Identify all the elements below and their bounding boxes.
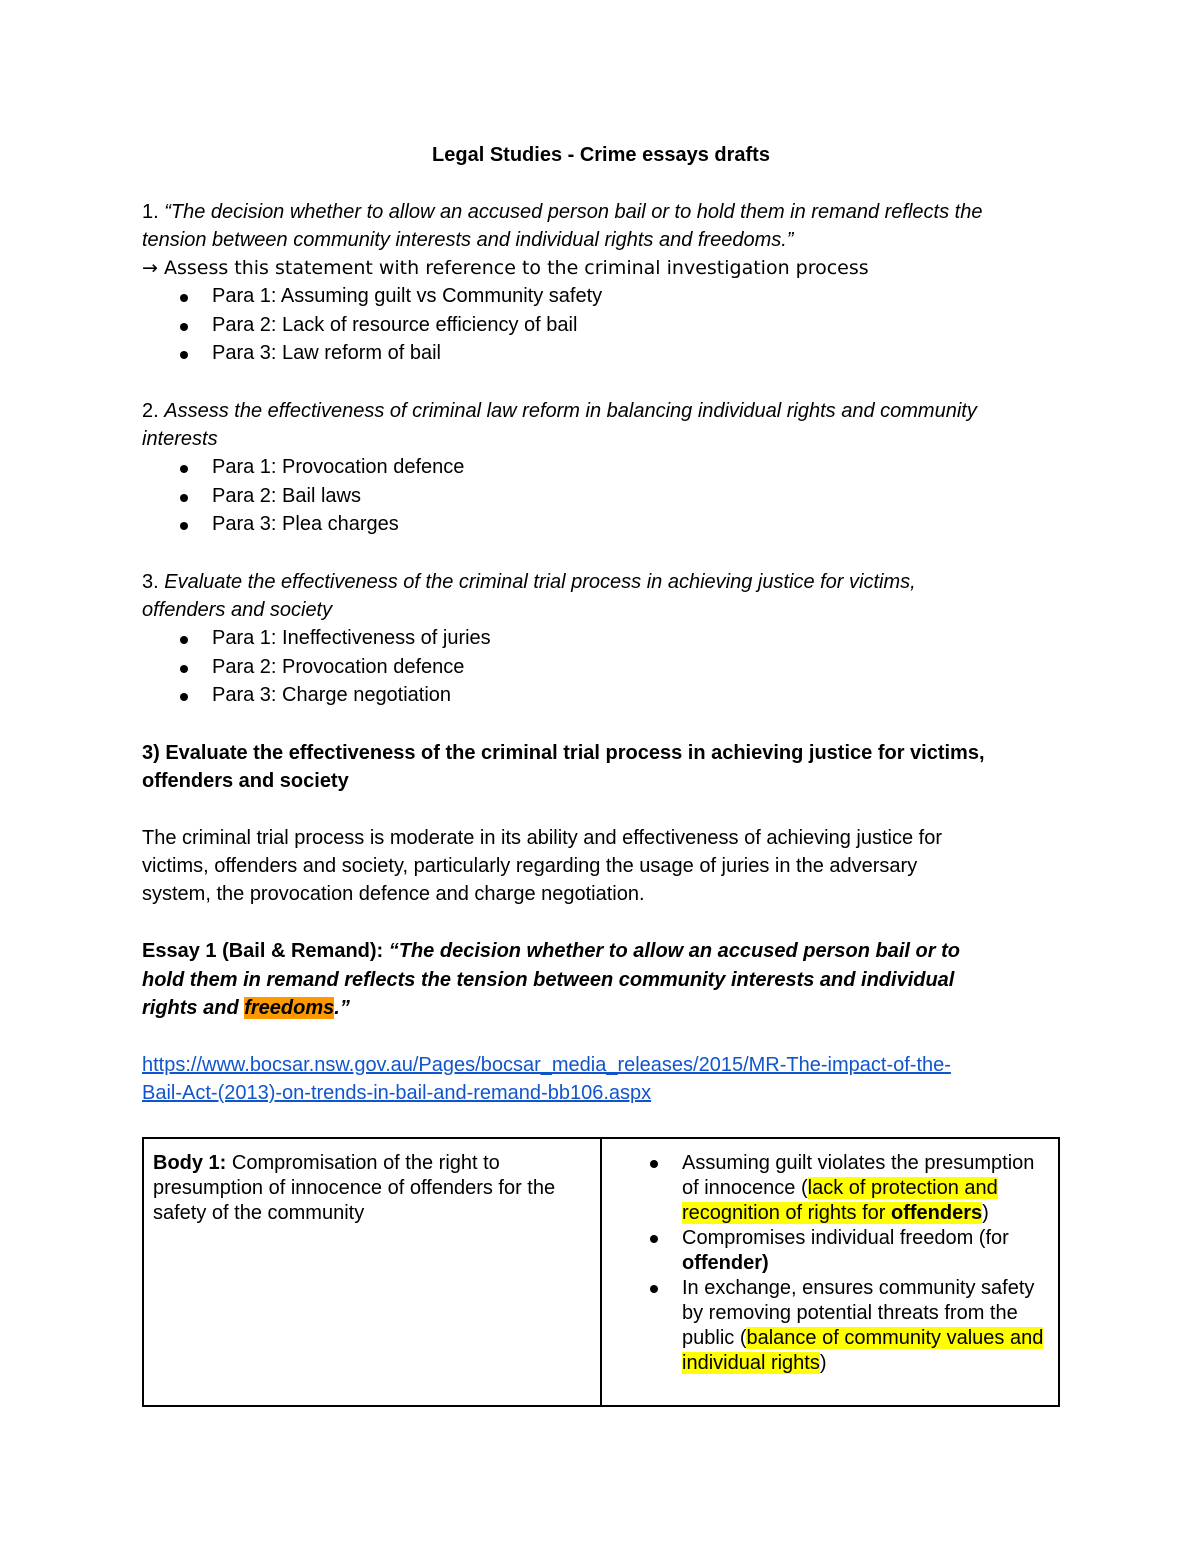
- intro-line-1: The criminal trial process is moderate in its ability and effectiveness of achieving justice for: [142, 827, 942, 849]
- list-item: Para 2: Lack of resource efficiency of bail: [142, 311, 602, 340]
- bullet-icon: [180, 323, 188, 331]
- question-3-text: Evaluate the effectiveness of the criminal trial process in achieving justice for victims,: [164, 571, 916, 593]
- list-item: Para 1: Provocation defence: [142, 453, 464, 482]
- bullet-icon: [650, 1235, 658, 1243]
- essay-plan-table: [142, 1137, 1060, 1407]
- question-1-line-2: tension between community interests and individual rights and freedoms.”: [142, 229, 794, 251]
- highlight-freedoms: freedoms: [244, 997, 335, 1019]
- bullet-icon: [180, 494, 188, 502]
- question-2-number: 2.: [142, 400, 165, 422]
- list-item: Para 3: Law reform of bail: [142, 339, 602, 368]
- list-item: Para 1: Ineffectiveness of juries: [142, 624, 491, 653]
- question-3-line-1: [142, 568, 916, 596]
- bullet-icon: [180, 522, 188, 530]
- bullet-icon: [180, 465, 188, 473]
- question-2-paragraph-list: [142, 453, 464, 539]
- list-item: Para 3: Plea charges: [142, 510, 464, 539]
- bullet-icon: [180, 351, 188, 359]
- question-1-instruction: → Assess this statement with reference to the criminal investigation process: [142, 257, 869, 279]
- essay-1-heading-line-1: [142, 937, 960, 965]
- table-cell-body-label: [144, 1139, 602, 1405]
- list-item: Para 2: Bail laws: [142, 482, 464, 511]
- highlight-balance: balance of community values and individual rights: [682, 1327, 1044, 1374]
- essay-3-heading-line-2: offenders and society: [142, 770, 349, 792]
- question-3-number: 3.: [142, 571, 165, 593]
- question-1-paragraph-list: [142, 282, 602, 368]
- list-item: Para 1: Assuming guilt vs Community safety: [142, 282, 602, 311]
- essay-1-heading-line-3: rights and freedoms.”: [142, 997, 350, 1019]
- question-2-text: Assess the effectiveness of criminal law reform in balancing individual rights and community: [164, 400, 977, 422]
- highlight-lack-of-protection: lack of protection and recognition of rights for offenders: [682, 1177, 998, 1224]
- question-2-line-1: [142, 397, 977, 425]
- essay-3-heading-line-1: 3) Evaluate the effectiveness of the criminal trial process in achieving justice for victims,: [142, 742, 985, 764]
- bocsar-link-line-2[interactable]: Bail-Act-(2013)-on-trends-in-bail-and-remand-bb106.aspx: [142, 1082, 652, 1104]
- bullet-icon: [180, 665, 188, 673]
- list-item: Assuming guilt violates the presumption of innocence (lack of protection and recognition of rights for offenders): [602, 1151, 1058, 1226]
- list-item: Para 3: Charge negotiation: [142, 681, 491, 710]
- body-1-description: Body 1: Compromisation of the right to presumption of innocence of offenders for the safety of the community: [153, 1152, 556, 1224]
- essay-1-heading-line-2: hold them in remand reflects the tension between community interests and individual: [142, 969, 955, 991]
- bullet-icon: [650, 1160, 658, 1168]
- body-1-label: Body 1:: [153, 1152, 227, 1174]
- intro-line-2: victims, offenders and society, particularly regarding the usage of juries in the adversary: [142, 855, 918, 877]
- bocsar-link-line-1[interactable]: https://www.bocsar.nsw.gov.au/Pages/bocsar_media_releases/2015/MR-The-impact-of-the-: [142, 1054, 951, 1076]
- question-3-line-2: offenders and society: [142, 599, 333, 621]
- body-1-points-list: [602, 1151, 1058, 1376]
- document-title: Legal Studies - Crime essays drafts: [432, 144, 770, 166]
- bullet-icon: [180, 294, 188, 302]
- question-2-line-2: interests: [142, 428, 218, 450]
- list-item: Compromises individual freedom (for offender): [602, 1226, 1058, 1276]
- bullet-icon: [650, 1285, 658, 1293]
- bullet-icon: [180, 636, 188, 644]
- question-1-number: 1.: [142, 201, 165, 223]
- question-1-line-1: [142, 198, 982, 226]
- intro-line-3: system, the provocation defence and charge negotiation.: [142, 883, 645, 905]
- bullet-icon: [180, 693, 188, 701]
- table-cell-points: [602, 1139, 1058, 1405]
- question-3-paragraph-list: [142, 624, 491, 710]
- list-item: Para 2: Provocation defence: [142, 653, 491, 682]
- question-1-text: “The decision whether to allow an accused person bail or to hold them in remand reflects the: [164, 201, 983, 223]
- list-item: In exchange, ensures community safety by removing potential threats from the public (balance of community values and individual rights): [602, 1276, 1058, 1376]
- essay-1-question: “The decision whether to allow an accused person bail or to: [388, 940, 960, 962]
- essay-1-label: Essay 1 (Bail & Remand):: [142, 940, 389, 962]
